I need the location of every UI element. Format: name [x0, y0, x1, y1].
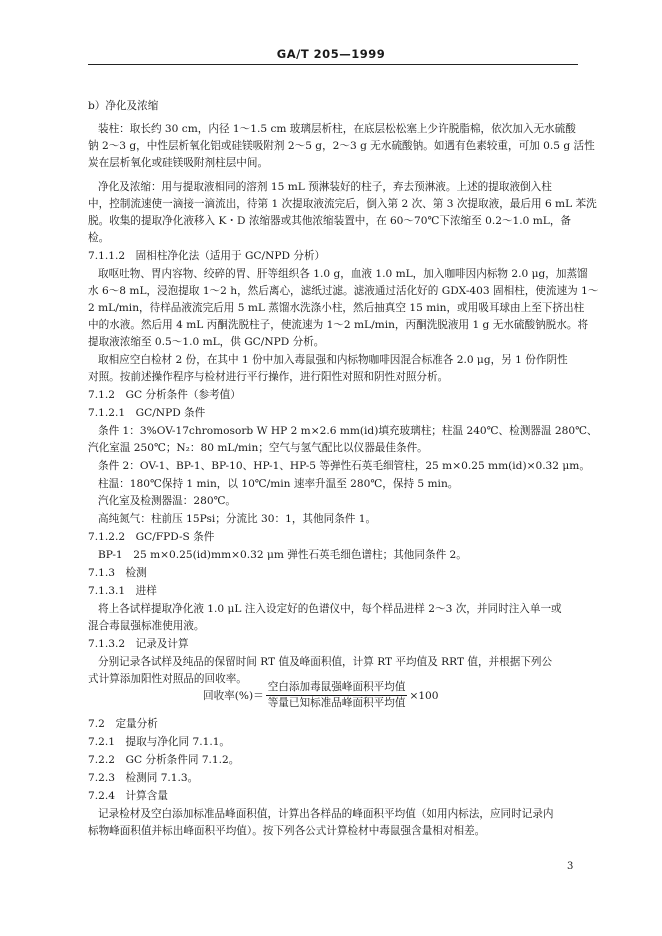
section-heading: 7.2.1 提取与净化同 7.1.1。: [88, 736, 231, 748]
section-heading: 7.2.4 计算含量: [88, 790, 168, 802]
text-line: 装柱：取长约 30 cm，内径 1～1.5 cm 玻璃层析柱，在底层松松塞上少许脱脂棉，依次加入无水硫酸: [98, 123, 576, 135]
text-line: 钠 2～3 g，中性层析氧化铝或硅镁吸附剂 2～5 g，2～3 g 无水硫酸钠。如遇有色素较重，可加 0.5 g 活性: [88, 140, 595, 152]
text-line: 条件 2：OV-1、BP-1、BP-10、HP-1、HP-5 等弹性石英毛细管柱，25 m×0.25 mm(id)×0.32 μm。: [98, 460, 590, 472]
formula-lhs: 回收率(%)＝: [203, 690, 264, 702]
text-line: 条件 1：3%OV-17chromosorb W HP 2 m×2.6 mm(id)填充玻璃柱；柱温 240℃、检测器温 280℃、: [98, 425, 598, 437]
section-heading: 7.1.1.2 固相柱净化法（适用于 GC/NPD 分析）: [88, 250, 326, 262]
text-line: 炭在层析氧化或硅镁吸附剂柱层中间。: [88, 157, 269, 169]
section-heading: 7.1.2 GC 分析条件（参考值）: [88, 389, 241, 401]
section-heading: 7.1.3.2 记录及计算: [88, 638, 189, 650]
formula-rhs: ×100: [409, 689, 439, 702]
page-number: 3: [567, 861, 574, 872]
text-line: 取呕吐物、胃内容物、绞碎的胃、肝等组织各 1.0 g，血液 1.0 mL，加入咖啡因内标物 2.0 μg，加蒸馏: [98, 268, 588, 280]
text-line: 混合毒鼠强标准使用液。: [88, 620, 205, 632]
text-line: 脱。收集的提取净化液移入 K・D 浓缩器或其他浓缩装置中，在 60～70℃下浓缩至 0.2～1.0 mL，备: [88, 215, 572, 227]
text-line: 汽化室及检测器温：280℃。: [98, 495, 237, 507]
section-heading: 7.2.3 检测同 7.1.3。: [88, 772, 199, 784]
text-line: 提取液浓缩至 0.5～1.0 mL，供 GC/NPD 分析。: [88, 336, 325, 348]
text-line: 净化及浓缩：用与提取液相同的溶剂 15 mL 预淋装好的柱子，弃去预淋液。上述的提取液倒入柱: [98, 181, 552, 193]
text-line: 标物峰面积值并标出峰面积平均值）。按下列各公式计算检材中毒鼠强含量相对相差。: [88, 825, 486, 837]
text-line: 中，控制流速使一滴接一滴流出，待第 1 次提取液流完后，倒入第 2 次、第 3 次提取液，最后用 6 mL 苯洗: [88, 198, 597, 210]
text-line: 记录检材及空白添加标准品峰面积值，计算出各样品的峰面积平均值（如用内标法，应同时记录内: [98, 808, 554, 820]
formula-fraction: [266, 681, 408, 710]
section-heading: 7.1.2.2 GC/FPD-S 条件: [88, 531, 215, 543]
text-line: BP-1 25 m×0.25(id)mm×0.32 μm 弹性石英毛细色谱柱；其他同条件 2。: [98, 549, 467, 561]
text-line: 将上各试样提取净化液 1.0 μL 注入设定好的色谱仪中，每个样品进样 2～3 次，并同时注入单一或: [98, 603, 562, 615]
document-header: GA/T 205—1999: [276, 47, 386, 61]
text-line: 水 6～8 mL，浸泡提取 1～2 h，然后离心，滤纸过滤。滤液通过活化好的 GDX-403 固相柱，使流速为 1～: [88, 285, 599, 297]
section-heading: 7.1.3.1 进样: [88, 585, 157, 597]
section-heading: 7.2.2 GC 分析条件同 7.1.2。: [88, 754, 240, 766]
recovery-rate-formula: [203, 681, 439, 710]
text-line: 分别记录各试样及纯品的保留时间 RT 值及峰面积值，计算 RT 平均值及 RRT 值，并根据下列公: [98, 656, 553, 668]
section-heading: 7.2 定量分析: [88, 718, 158, 730]
text-line: 汽化室温 250℃；N₂：80 mL/min；空气与氢气配比以仪器最佳条件。: [88, 442, 428, 454]
section-heading: 7.1.2.1 GC/NPD 条件: [88, 407, 206, 419]
text-line: 式计算添加阳性对照品的回收率。: [88, 673, 247, 685]
text-line: 中的水液。然后用 4 mL 丙酮洗脱柱子，使流速为 1～2 mL/min，丙酮洗脱液用 1 g 无水硫酸钠脱水。将: [88, 319, 589, 331]
text-line: 对照。按前述操作程序与检材进行平行操作，进行阳性对照和阴性对照分析。: [88, 371, 449, 383]
text-line: 高纯氮气：柱前压 15Psi；分流比 30：1，其他同条件 1。: [98, 513, 377, 525]
header-rule: [88, 64, 578, 65]
section-heading: 7.1.3 检测: [88, 567, 147, 579]
text-line: 2 mL/min，待样品液流完后用 5 mL 蒸馏水洗涤小柱，然后抽真空 15 min，或用吸耳球由上至下挤出柱: [88, 302, 585, 314]
text-line: 柱温：180℃保持 1 min，以 10℃/min 速率升温至 280℃，保持 5 min。: [98, 478, 459, 490]
formula-denominator: 等量已知标准品峰面积平均值: [267, 697, 406, 709]
text-line: 检。: [88, 232, 110, 244]
text-line: 取相应空白检材 2 份，在其中 1 份中加入毒鼠强和内标物咖啡因混合标准各 2.0 μg，另 1 份作阴性: [98, 354, 568, 366]
text-line: b）净化及浓缩: [88, 100, 159, 112]
formula-numerator: 空白添加毒鼠强峰面积平均值: [266, 681, 408, 696]
